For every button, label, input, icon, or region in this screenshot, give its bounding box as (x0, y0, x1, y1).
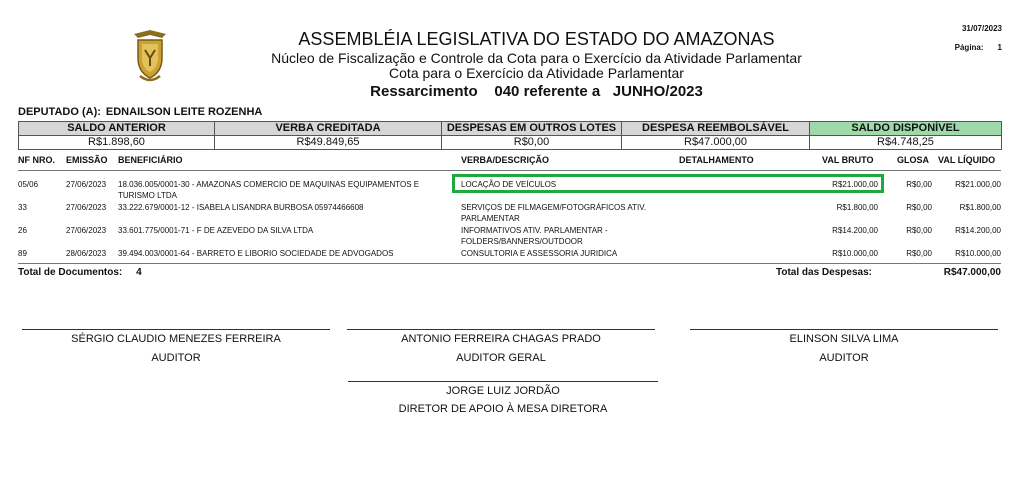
row-glosa: R$0,00 (906, 180, 932, 189)
row-val-bruto: R$10.000,00 (832, 249, 878, 258)
signature-line (348, 381, 658, 382)
signature-name: SÉRGIO CLAUDIO MENEZES FERREIRA (71, 333, 281, 345)
row-verba: CONSULTORIA E ASSESSORIA JURIDICA (461, 249, 618, 258)
row-verba: LOCAÇÃO DE VEÍCULOS (461, 180, 557, 189)
page-label: Página: (954, 43, 984, 52)
row-val-liquido: R$10.000,00 (955, 249, 1001, 258)
row-val-liquido: R$1.800,00 (959, 203, 1001, 212)
document-title-block (200, 28, 873, 102)
row-nf: 26 (18, 226, 27, 235)
summary-header-available: SALDO DISPONÍVEL (810, 122, 1002, 136)
signature-role: AUDITOR (151, 352, 201, 364)
row-val-bruto: R$1.800,00 (836, 203, 878, 212)
balance-summary-table (18, 121, 1002, 150)
header-divider (18, 170, 1001, 171)
signature-name: ANTONIO FERREIRA CHAGAS PRADO (401, 333, 601, 345)
row-verba-cont: FOLDERS/BANNERS/OUTDOOR (461, 237, 583, 246)
col-verba: VERBA/DESCRIÇÃO (461, 155, 550, 165)
signature-role: AUDITOR GERAL (456, 352, 546, 364)
row-val-liquido: R$14.200,00 (955, 226, 1001, 235)
subtitle-nucleus: Núcleo de Fiscalização e Controle da Cota para o Exercício da Atividade Parlamentar (271, 50, 802, 66)
row-emissao: 27/06/2023 (66, 226, 107, 235)
summary-value-other-lots: R$0,00 (442, 136, 622, 150)
row-emissao: 27/06/2023 (66, 203, 107, 212)
table-row (0, 202, 1024, 224)
col-emissao: EMISSÃO (66, 155, 108, 165)
row-beneficiario: 39.494.003/0001-64 - BARRETO E LIBORIO SOCIEDADE DE ADVOGADOS (118, 249, 394, 258)
col-beneficiario: BENEFICIÁRIO (118, 155, 183, 165)
page-number: 1 (997, 43, 1002, 52)
total-documents-count: 4 (136, 267, 142, 278)
reimbursement-period: JUNHO/2023 (612, 83, 703, 100)
signature-line (347, 329, 655, 330)
deputy-name: EDNAILSON LEITE ROZENHA (105, 106, 263, 118)
summary-header-previous-balance: SALDO ANTERIOR (19, 122, 215, 136)
total-documents (18, 267, 142, 278)
row-emissao: 27/06/2023 (66, 180, 107, 189)
reimbursement-number: 040 referente a (494, 83, 601, 100)
reimbursement-label: Ressarcimento (370, 83, 478, 100)
table-row (0, 248, 1024, 260)
row-verba-cont: PARLAMENTAR (461, 214, 520, 223)
total-documents-label: Total de Documentos: (18, 267, 123, 278)
summary-value-reimbursable: R$47.000,00 (622, 136, 810, 150)
table-row (0, 225, 1024, 247)
col-val-bruto: VAL BRUTO (822, 155, 874, 165)
summary-value-previous-balance: R$1.898,60 (19, 136, 215, 150)
assembly-title: ASSEMBLÉIA LEGISLATIVA DO ESTADO DO AMAZONAS (298, 29, 775, 49)
row-val-liquido: R$21.000,00 (955, 180, 1001, 189)
row-val-bruto: R$21.000,00 (832, 180, 878, 189)
highlight-box (452, 174, 884, 193)
col-nf: NF NRO. (18, 155, 55, 165)
signature-line (690, 329, 998, 330)
col-glosa: GLOSA (897, 155, 930, 165)
row-emissao: 28/06/2023 (66, 249, 107, 258)
row-nf: 89 (18, 249, 27, 258)
row-glosa: R$0,00 (906, 249, 932, 258)
state-coat-of-arms-icon (128, 28, 172, 84)
row-beneficiario: 33.601.775/0001-71 - F DE AZEVEDO DA SILVA LTDA (118, 226, 314, 235)
row-glosa: R$0,00 (906, 203, 932, 212)
total-expenses-label: Total das Despesas: (776, 267, 872, 278)
total-expenses-value: R$47.000,00 (943, 267, 1001, 278)
row-nf: 05/06 (18, 180, 39, 189)
summary-value-available: R$4.748,25 (810, 136, 1002, 150)
row-beneficiario-cont: TURISMO LTDA (118, 191, 177, 200)
expense-column-headers (0, 155, 1024, 168)
row-nf: 33 (18, 203, 27, 212)
signature-line (22, 329, 330, 330)
summary-header-other-lots: DESPESAS EM OUTROS LOTES (442, 122, 622, 136)
reimbursement-heading (200, 82, 873, 102)
row-beneficiario: 18.036.005/0001-30 - AMAZONAS COMERCIO DE MAQUINAS EQUIPAMENTOS E (118, 180, 420, 189)
signature-name: JORGE LUIZ JORDÃO (446, 385, 560, 397)
deputy-label: DEPUTADO (A): (18, 106, 101, 118)
report-date: 31/07/2023 (961, 24, 1002, 33)
signature-role: DIRETOR DE APOIO À MESA DIRETORA (398, 403, 608, 415)
row-verba: SERVIÇOS DE FILMAGEM/FOTOGRÁFICOS ATIV. (461, 203, 647, 212)
col-detalhamento: DETALHAMENTO (679, 155, 754, 165)
signature-name: ELINSON SILVA LIMA (789, 333, 899, 345)
row-val-bruto: R$14.200,00 (832, 226, 878, 235)
row-glosa: R$0,00 (906, 226, 932, 235)
subtitle-quota: Cota para o Exercício da Atividade Parlamentar (389, 65, 684, 81)
row-verba: INFORMATIVOS ATIV. PARLAMENTAR - (461, 226, 608, 235)
signature-role: AUDITOR (819, 352, 869, 364)
summary-header-credited: VERBA CREDITADA (215, 122, 442, 136)
summary-header-reimbursable: DESPESA REEMBOLSÁVEL (622, 122, 810, 136)
col-val-liquido: VAL LÍQUIDO (938, 155, 996, 165)
page-indicator (955, 43, 1002, 52)
summary-value-credited: R$49.849,65 (215, 136, 442, 150)
row-beneficiario: 33.222.679/0001-12 - ISABELA LISANDRA BURBOSA 05974466608 (118, 203, 364, 212)
totals-divider (18, 263, 1001, 264)
deputy-line (18, 106, 262, 118)
